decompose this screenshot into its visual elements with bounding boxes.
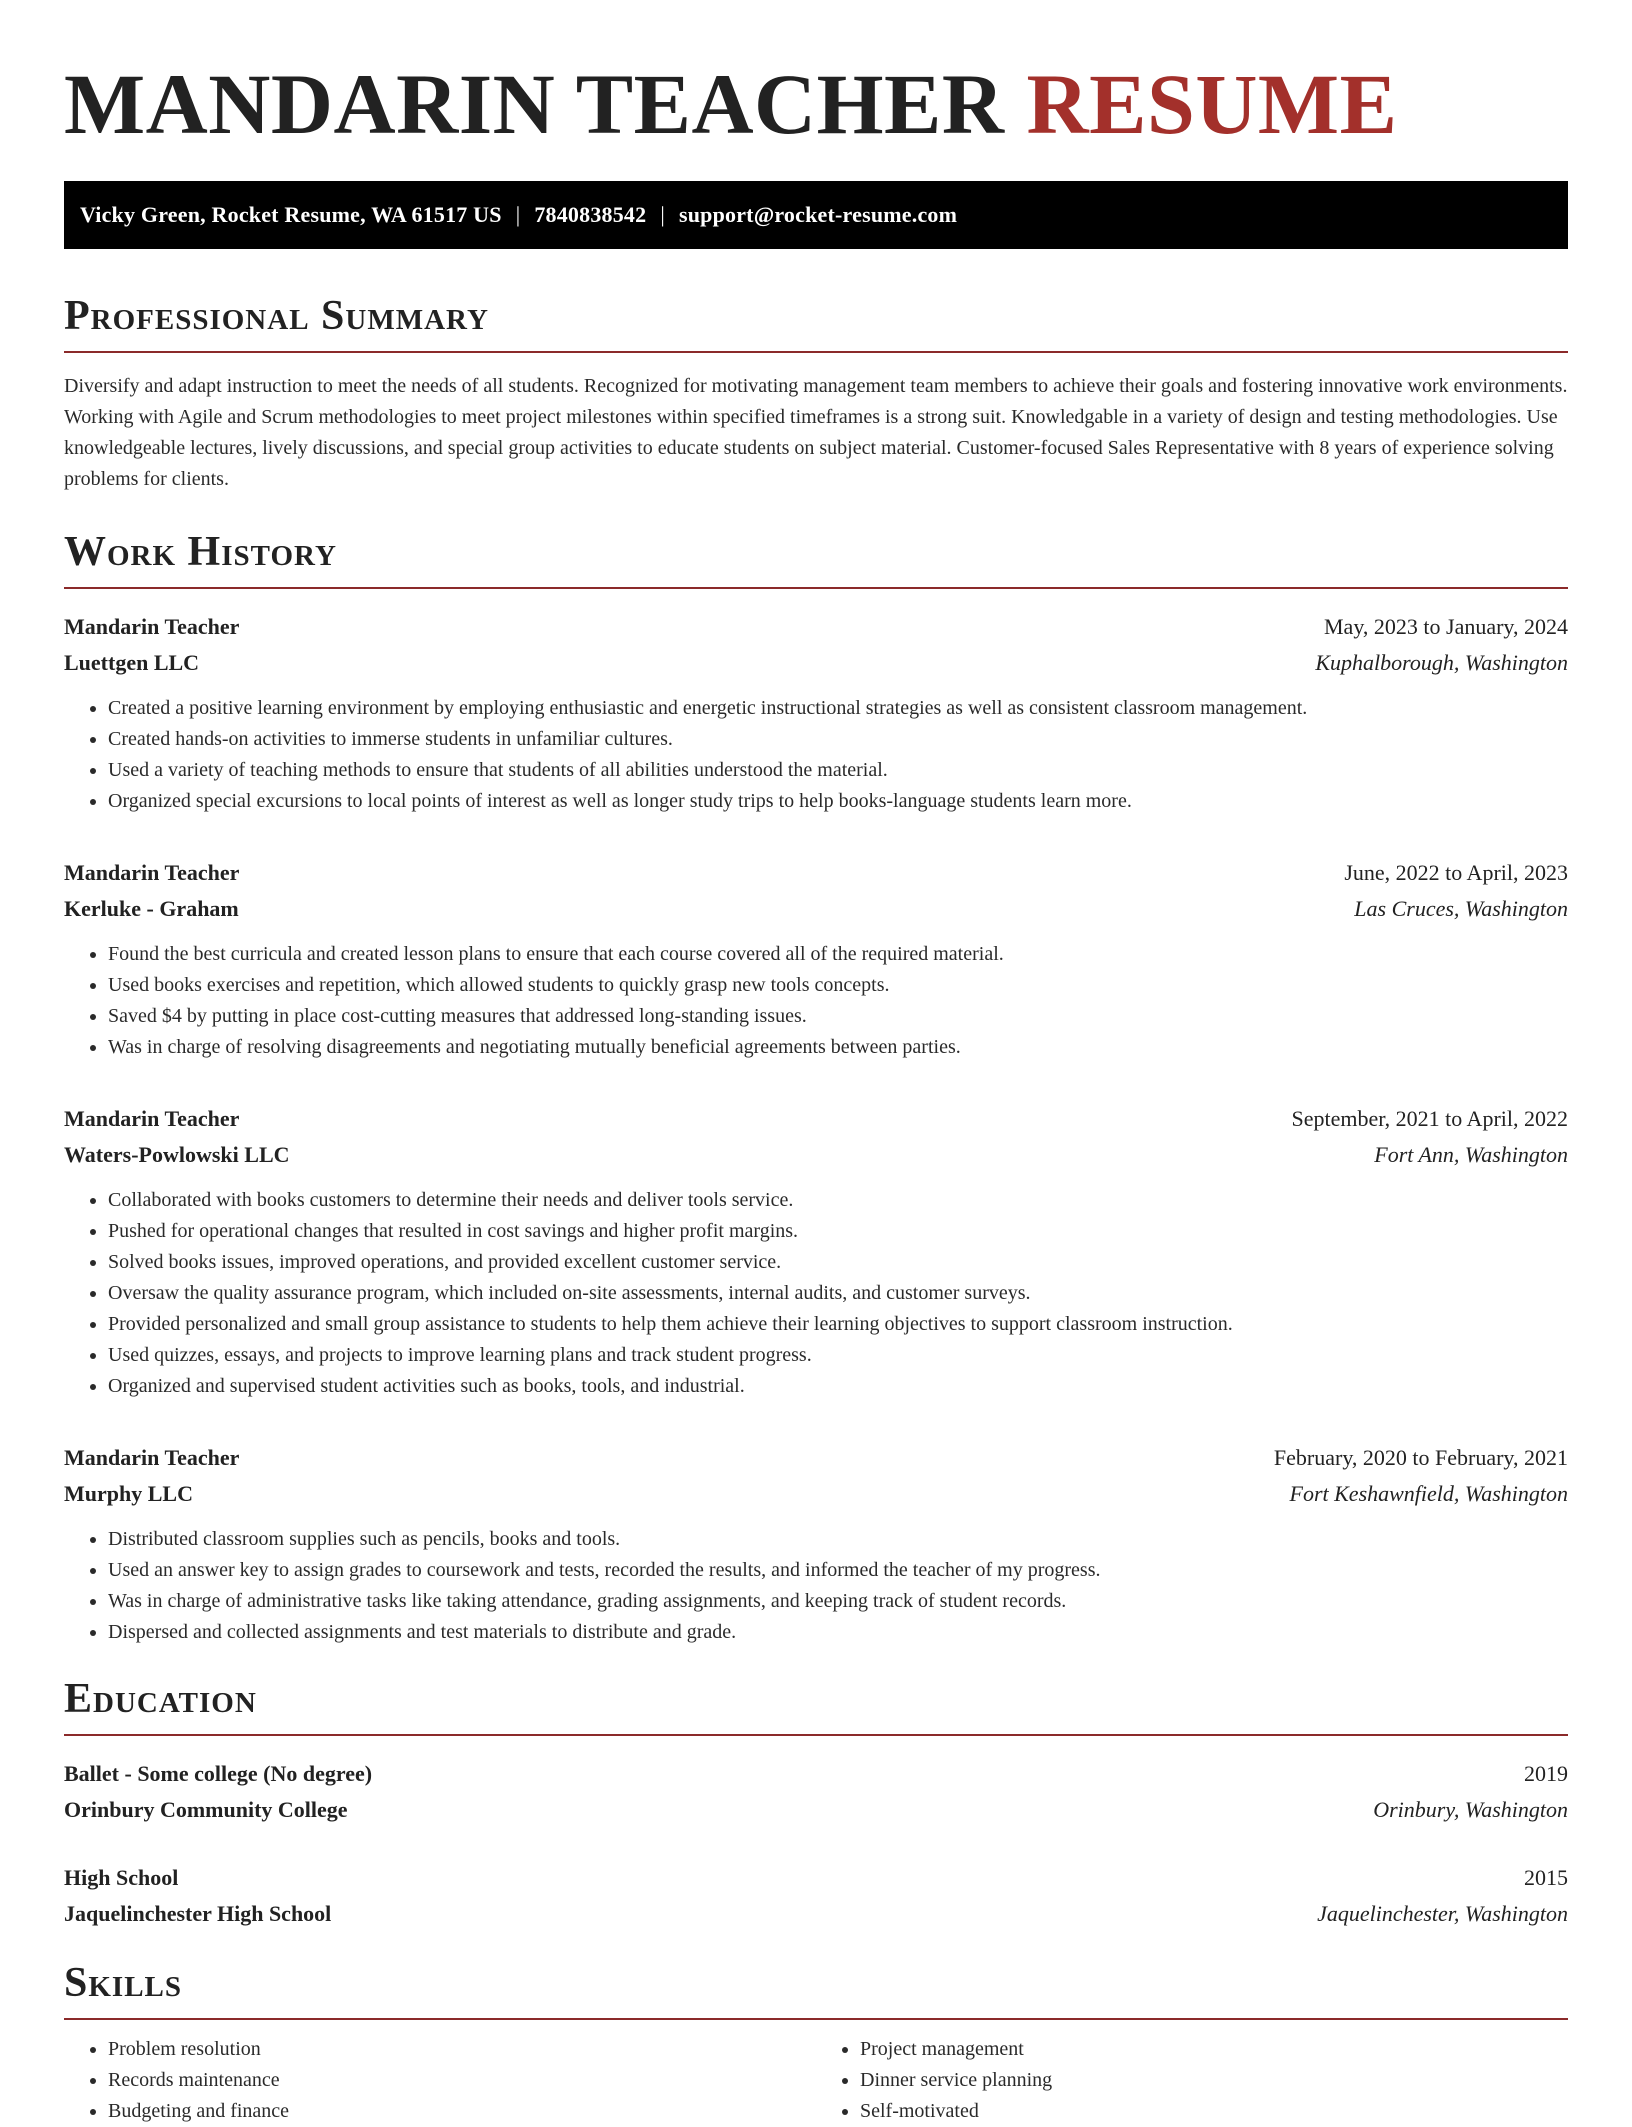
contact-address: Vicky Green, Rocket Resume, WA 61517 US — [80, 202, 502, 227]
education-entry — [64, 1756, 1568, 1828]
skill-item: • Self-motivated — [860, 2096, 1568, 2127]
job-bullets — [64, 939, 1568, 1063]
job-bullet: • Used books exercises and repetition, which allowed students to quickly grasp new tools concepts. — [108, 970, 1568, 1001]
education-section — [64, 1674, 1568, 1932]
job-bullet: • Pushed for operational changes that resulted in cost savings and higher profit margins. — [108, 1216, 1568, 1247]
resume-title — [64, 52, 1568, 156]
job-bullet: • Used quizzes, essays, and projects to improve learning plans and track student progress. — [108, 1340, 1568, 1371]
job-company: Luettgen LLC — [64, 650, 200, 675]
skills-heading: Skills — [64, 1960, 183, 2006]
job-title: Mandarin Teacher — [64, 1106, 240, 1131]
title-accent: RESUME — [1026, 56, 1398, 152]
job-bullet: • Collaborated with books customers to determine their needs and deliver tools service. — [108, 1185, 1568, 1216]
job-bullet: • Found the best curricula and created lesson plans to ensure that each course covered all of the required material. — [108, 939, 1568, 970]
work-history-section — [64, 527, 1568, 1648]
skill-item: • Problem resolution — [108, 2034, 816, 2065]
job-entry — [64, 855, 1568, 1063]
job-dates: May, 2023 to January, 2024 — [1324, 614, 1568, 639]
education-location: Jaquelinchester, Washington — [1317, 1901, 1568, 1926]
job-location: Kuphalborough, Washington — [1315, 650, 1568, 675]
contact-separator: | — [660, 202, 665, 227]
skill-item: • Records maintenance — [108, 2065, 816, 2096]
job-location: Fort Ann, Washington — [1374, 1142, 1568, 1167]
section-divider — [64, 351, 1568, 353]
job-location: Fort Keshawnfield, Washington — [1289, 1481, 1568, 1506]
job-bullet: • Created hands-on activities to immerse students in unfamiliar cultures. — [108, 724, 1568, 755]
job-entry — [64, 1101, 1568, 1402]
job-bullet: • Organized special excursions to local points of interest as well as longer study trips to help books-language students learn more. — [108, 786, 1568, 817]
education-entry — [64, 1860, 1568, 1932]
job-bullet: • Used a variety of teaching methods to ensure that students of all abilities understood the material. — [108, 755, 1568, 786]
job-bullet: • Created a positive learning environment by employing enthusiastic and energetic instructional strategies as well as consistent classroom management. — [108, 693, 1568, 724]
job-bullet: • Provided personalized and small group assistance to students to help them achieve their learning objectives to support classroom instruction. — [108, 1309, 1568, 1340]
education-school: Orinbury Community College — [64, 1797, 348, 1822]
job-location: Las Cruces, Washington — [1354, 896, 1568, 921]
job-bullets — [64, 1524, 1568, 1648]
education-location: Orinbury, Washington — [1373, 1797, 1568, 1822]
skills-column-right — [816, 2034, 1568, 2127]
summary-text: Diversify and adapt instruction to meet the needs of all students. Recognized for motivating management team members to achieve their goals and fostering innovative work environments. Working with Agile and Scrum methodologies to meet project milestones within specified timeframes is a strong suit. Knowledgable in a variety of design and testing methodologies. Use knowledgeable lectures, lively discussions, and special group activities to educate students on subject material. Customer-focused Sales Representative with 8 years of experience solving problems for clients. — [64, 375, 1568, 490]
job-bullet: • Distributed classroom supplies such as pencils, books and tools. — [108, 1524, 1568, 1555]
job-dates: September, 2021 to April, 2022 — [1291, 1106, 1568, 1131]
job-title: Mandarin Teacher — [64, 860, 240, 885]
job-bullets — [64, 693, 1568, 817]
education-heading: Education — [64, 1676, 257, 1722]
job-dates: June, 2022 to April, 2023 — [1344, 860, 1568, 885]
education-degree: High School — [64, 1865, 179, 1890]
work-history-heading: Work History — [64, 529, 337, 575]
contact-separator: | — [515, 202, 521, 227]
job-bullet: • Solved books issues, improved operations, and provided excellent customer service. — [108, 1247, 1568, 1278]
job-dates: February, 2020 to February, 2021 — [1273, 1445, 1568, 1470]
job-bullet: • Dispersed and collected assignments and test materials to distribute and grade. — [108, 1617, 1568, 1648]
education-year: 2019 — [1524, 1761, 1568, 1786]
contact-email: support@rocket-resume.com — [678, 202, 958, 227]
skill-item: • Dinner service planning — [860, 2065, 1568, 2096]
job-entry — [64, 1440, 1568, 1648]
section-divider — [64, 1734, 1568, 1736]
job-title: Mandarin Teacher — [64, 1445, 240, 1470]
job-company: Waters-Powlowski LLC — [64, 1142, 290, 1167]
job-bullet: • Was in charge of resolving disagreements and negotiating mutually beneficial agreements between parties. — [108, 1032, 1568, 1063]
job-bullet: • Was in charge of administrative tasks like taking attendance, grading assignments, and keeping track of student records. — [108, 1586, 1568, 1617]
job-bullet: • Saved $4 by putting in place cost-cutting measures that addressed long-standing issues. — [108, 1001, 1568, 1032]
job-company: Murphy LLC — [64, 1481, 193, 1506]
skills-column-left — [64, 2034, 816, 2127]
section-divider — [64, 587, 1568, 589]
job-title: Mandarin Teacher — [64, 614, 240, 639]
contact-bar — [64, 181, 1568, 249]
job-entry — [64, 609, 1568, 817]
title-main: MANDARIN TEACHER — [64, 56, 1005, 152]
summary-section — [64, 291, 1568, 495]
skill-item: • Budgeting and finance — [108, 2096, 816, 2127]
skill-item: • Project management — [860, 2034, 1568, 2065]
job-bullet: • Organized and supervised student activities such as books, tools, and industrial. — [108, 1371, 1568, 1402]
education-school: Jaquelinchester High School — [64, 1901, 332, 1926]
skills-section — [64, 1958, 1568, 2127]
education-year: 2015 — [1524, 1865, 1568, 1890]
skills-grid — [64, 2034, 1568, 2127]
education-degree: Ballet - Some college (No degree) — [64, 1761, 373, 1786]
summary-heading: Professional Summary — [64, 293, 489, 339]
job-bullet: • Used an answer key to assign grades to coursework and tests, recorded the results, and informed the teacher of my progress. — [108, 1555, 1568, 1586]
job-bullets — [64, 1185, 1568, 1402]
job-company: Kerluke - Graham — [64, 896, 239, 921]
contact-phone: 7840838542 — [534, 202, 647, 227]
job-bullet: • Oversaw the quality assurance program, which included on-site assessments, internal audits, and customer surveys. — [108, 1278, 1568, 1309]
section-divider — [64, 2018, 1568, 2020]
